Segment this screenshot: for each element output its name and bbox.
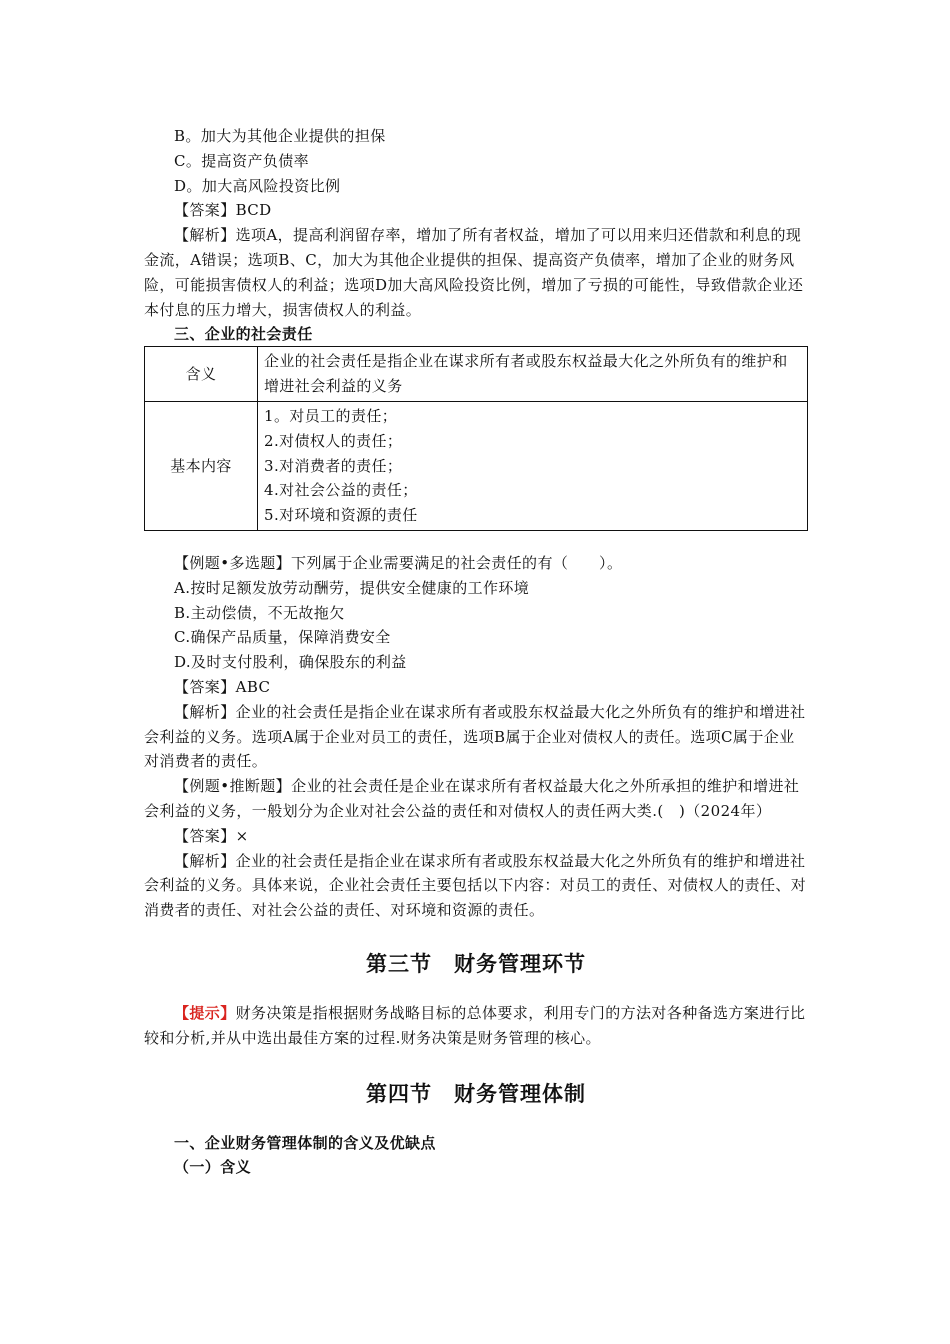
example-question: 【例题•多选题】下列属于企业需要满足的社会责任的有（ ）。	[174, 553, 623, 572]
example-question	[144, 774, 808, 824]
section-heading: 一、企业财务管理体制的含义及优缺点	[174, 1133, 436, 1152]
question-text: 企业的社会责任是企业在谋求所有者权益最大化之外所承担的维护和增进社会利益的义务，一般划分为企业对社会公益的责任和对债权人的责任两大类.( )（2024年）	[144, 777, 800, 820]
page-content	[144, 124, 808, 1179]
subsection-heading: （一）含义	[174, 1157, 252, 1176]
question-tag: 【例题•推断题】	[174, 777, 292, 796]
chapter-title: 第三节 财务管理环节	[366, 951, 586, 976]
table-cell-value	[258, 401, 808, 530]
option-b: B.主动偿债，不无故拖欠	[174, 603, 345, 622]
list-item: 5.对环境和资源的责任	[264, 506, 418, 525]
analysis-text: 企业的社会责任是指企业在谋求所有者或股东权益最大化之外所负有的维护和增进社会利益的义务。选项A属于企业对员工的责任，选项B属于企业对债权人的责任。选项C属于企业对消费者的责任。	[144, 702, 806, 771]
option-d: D.及时支付股利，确保股东的利益	[174, 653, 407, 672]
list-item: 3.对消费者的责任；	[264, 456, 403, 475]
chapter-title: 第四节 财务管理体制	[366, 1081, 586, 1106]
analysis-text: 选项A，提高利润留存率，增加了所有者权益，增加了可以用来归还借款和利息的现金流，A错误；选项B、C，加大为其他企业提供的担保、提高资产负债率，增加了企业的财务风险，可能损害债权人的利益；选项D加大高风险投资比例，增加了亏损的可能性，导致借款企业还本付息的压力增大，损害债权人的利益。	[144, 226, 804, 319]
analysis-tag: 【解析】	[174, 702, 236, 721]
table-cell-label: 含义	[145, 347, 258, 402]
analysis-paragraph	[144, 849, 808, 923]
social-responsibility-table	[144, 346, 808, 531]
list-item: 4.对社会公益的责任；	[264, 481, 418, 500]
analysis-paragraph	[144, 700, 808, 774]
table-cell-label: 基本内容	[145, 401, 258, 530]
table-row	[145, 347, 808, 402]
tip-text: 财务决策是指根据财务战略目标的总体要求，利用专门的方法对各种备选方案进行比较和分析,并从中选出最佳方案的过程.财务决策是财务管理的核心。	[144, 1003, 806, 1047]
section-heading: 三、企业的社会责任	[174, 325, 313, 344]
analysis-tag: 【解析】	[174, 226, 236, 245]
option-d: D。加大高风险投资比例	[174, 176, 341, 195]
answer: 【答案】ABC	[174, 677, 271, 696]
option-a: A.按时足额发放劳动酬劳，提供安全健康的工作环境	[174, 578, 530, 597]
option-c: C。提高资产负债率	[174, 151, 310, 170]
table-cell-value: 企业的社会责任是指企业在谋求所有者或股东权益最大化之外所负有的维护和增进社会利益的义务	[258, 347, 808, 402]
answer: 【答案】BCD	[174, 201, 272, 220]
tip-tag: 【提示】	[174, 1003, 236, 1022]
analysis-text: 企业的社会责任是指企业在谋求所有者或股东权益最大化之外所负有的维护和增进社会利益的义务。具体来说，企业社会责任主要包括以下内容：对员工的责任、对债权人的责任、对消费者的责任、对社会公益的责任、对环境和资源的责任。	[144, 851, 807, 920]
answer: 【答案】×	[174, 826, 249, 845]
tip-paragraph	[144, 1001, 808, 1051]
list-item: 2.对债权人的责任；	[264, 431, 403, 450]
analysis-paragraph	[144, 223, 808, 322]
option-c: C.确保产品质量，保障消费安全	[174, 628, 391, 647]
list-item: 1。对员工的责任；	[264, 406, 398, 425]
option-b: B。加大为其他企业提供的担保	[174, 127, 386, 145]
analysis-tag: 【解析】	[174, 851, 236, 870]
table-row	[145, 401, 808, 530]
